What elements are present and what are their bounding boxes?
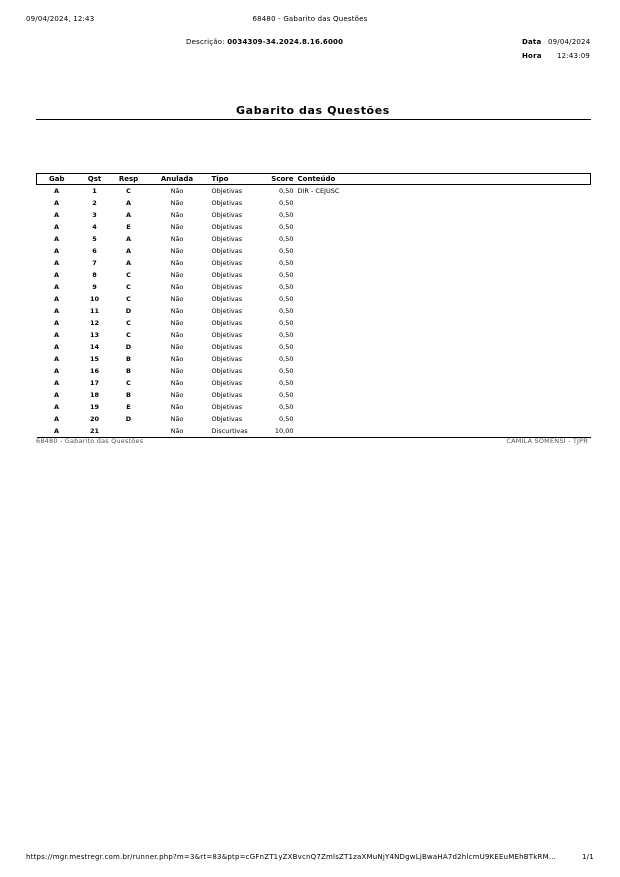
cell-score: 0,50 <box>279 355 294 363</box>
cell-score: 0,50 <box>279 223 294 231</box>
cell-score: 0,50 <box>279 331 294 339</box>
table-row <box>37 365 591 377</box>
table-row <box>37 377 591 389</box>
table-row <box>37 305 591 317</box>
table-header-row <box>37 174 591 185</box>
date-value: 09/04/2024 <box>548 38 591 46</box>
cell-anulada: Não <box>170 259 184 267</box>
cell-tipo: Objetivas <box>211 319 243 327</box>
cell-gab: A <box>53 355 60 363</box>
cell-resp: A <box>125 259 132 267</box>
table-row <box>37 401 591 413</box>
cell-qst: 17 <box>89 379 100 387</box>
cell-tipo: Objetivas <box>211 283 243 291</box>
table-body <box>37 185 591 438</box>
cell-anulada: Não <box>170 211 184 219</box>
cell-qst: 5 <box>92 235 97 243</box>
cell-anulada: Não <box>170 391 184 399</box>
cell-resp: D <box>125 343 132 351</box>
cell-gab: A <box>53 247 60 255</box>
cell-qst: 19 <box>89 403 100 411</box>
cell-anulada: Não <box>170 343 184 351</box>
cell-conteudo <box>294 425 591 438</box>
cell-gab: A <box>53 331 60 339</box>
cell-tipo: Objetivas <box>211 355 243 363</box>
cell-qst: 10 <box>89 295 100 303</box>
cell-tipo: Objetivas <box>211 187 243 195</box>
table-row <box>37 317 591 329</box>
cell-conteudo <box>294 269 591 281</box>
cell-score: 0,50 <box>279 391 294 399</box>
column-header-conteudo: Conteúdo <box>294 174 591 185</box>
cell-conteudo <box>294 257 591 269</box>
cell-tipo: Objetivas <box>211 295 243 303</box>
cell-tipo: Objetivas <box>211 211 243 219</box>
cell-qst: 13 <box>89 331 100 339</box>
cell-score: 0,50 <box>279 187 294 195</box>
cell-score: 0,50 <box>279 199 294 207</box>
table-row <box>37 245 591 257</box>
cell-resp <box>113 425 145 438</box>
cell-qst: 2 <box>92 199 97 207</box>
cell-resp: A <box>125 247 132 255</box>
cell-qst: 15 <box>89 355 100 363</box>
cell-score: 0,50 <box>279 259 294 267</box>
cell-anulada: Não <box>170 307 184 315</box>
cell-resp: C <box>126 295 131 303</box>
cell-resp: C <box>126 379 131 387</box>
cell-resp: B <box>126 391 131 399</box>
table-row <box>37 353 591 365</box>
table-row <box>37 329 591 341</box>
column-header-anulada: Anulada <box>145 174 210 185</box>
cell-qst: 3 <box>92 211 97 219</box>
cell-resp: B <box>126 367 131 375</box>
column-header-gab: Gab <box>37 174 77 185</box>
cell-anulada: Não <box>170 379 184 387</box>
cell-score: 0,50 <box>279 247 294 255</box>
description-value: 0034309-34.2024.8.16.6000 <box>227 38 344 46</box>
cell-conteudo <box>294 317 591 329</box>
cell-anulada: Não <box>170 367 184 375</box>
cell-tipo: Objetivas <box>211 271 243 279</box>
cell-conteudo <box>294 281 591 293</box>
cell-gab: A <box>53 403 60 411</box>
cell-qst: 1 <box>92 187 97 195</box>
cell-resp: D <box>125 307 132 315</box>
cell-score: 0,50 <box>279 367 294 375</box>
cell-resp: C <box>126 271 131 279</box>
cell-qst: 8 <box>92 271 97 279</box>
cell-qst: 16 <box>89 367 100 375</box>
cell-gab: A <box>53 235 60 243</box>
cell-conteudo <box>294 305 591 317</box>
time-value: 12:43:09 <box>557 52 591 60</box>
table-row <box>37 209 591 221</box>
table-row <box>37 197 591 209</box>
cell-anulada: Não <box>170 247 184 255</box>
cell-resp: D <box>125 415 132 423</box>
cell-conteudo <box>294 293 591 305</box>
cell-anulada: Não <box>170 271 184 279</box>
cell-tipo: Objetivas <box>211 331 243 339</box>
cell-qst: 4 <box>92 223 97 231</box>
cell-anulada: Não <box>170 319 184 327</box>
cell-tipo: Objetivas <box>211 403 243 411</box>
cell-conteudo <box>294 365 591 377</box>
cell-anulada: Não <box>145 425 210 438</box>
cell-conteudo <box>294 389 591 401</box>
column-header-tipo: Tipo <box>210 174 262 185</box>
cell-conteudo <box>294 233 591 245</box>
cell-score: 0,50 <box>279 403 294 411</box>
cell-anulada: Não <box>170 283 184 291</box>
cell-score: 10,00 <box>262 425 294 438</box>
date-label: Data <box>522 38 542 46</box>
time-label: Hora <box>522 52 542 60</box>
cell-gab: A <box>53 415 60 423</box>
cell-anulada: Não <box>170 331 184 339</box>
cell-tipo: Objetivas <box>211 307 243 315</box>
page-title: Gabarito das Questões <box>236 104 390 117</box>
table-row <box>37 341 591 353</box>
table-row <box>37 233 591 245</box>
cell-gab: A <box>53 379 60 387</box>
cell-score: 0,50 <box>279 211 294 219</box>
cell-anulada: Não <box>170 403 184 411</box>
cell-qst: 9 <box>92 283 97 291</box>
cell-tipo: Objetivas <box>211 367 243 375</box>
cell-qst: 18 <box>89 391 100 399</box>
cell-conteudo <box>294 377 591 389</box>
report-footer-left: 68480 - Gabarito das Questões <box>36 437 144 445</box>
cell-conteudo <box>294 401 591 413</box>
cell-tipo: Objetivas <box>211 343 243 351</box>
cell-resp: E <box>126 223 131 231</box>
cell-gab: A <box>53 199 60 207</box>
cell-score: 0,50 <box>279 235 294 243</box>
table-row <box>37 293 591 305</box>
table-row <box>37 221 591 233</box>
print-datetime: 09/04/2024, 12:43 <box>26 15 95 23</box>
cell-resp: C <box>126 319 131 327</box>
cell-resp: C <box>126 331 131 339</box>
cell-score: 0,50 <box>279 379 294 387</box>
table-row <box>37 389 591 401</box>
description-label: Descrição: <box>186 38 225 46</box>
cell-anulada: Não <box>170 295 184 303</box>
cell-gab: A <box>53 271 60 279</box>
cell-conteudo: DIR - CEJUSC <box>297 187 340 195</box>
cell-qst: 12 <box>89 319 100 327</box>
table-row <box>37 413 591 425</box>
cell-gab: A <box>53 295 60 303</box>
cell-gab: A <box>53 319 60 327</box>
cell-gab: A <box>53 367 60 375</box>
cell-score: 0,50 <box>279 271 294 279</box>
cell-score: 0,50 <box>279 295 294 303</box>
cell-gab: A <box>53 283 60 291</box>
description <box>186 38 343 46</box>
cell-conteudo <box>294 413 591 425</box>
cell-qst: 14 <box>89 343 100 351</box>
table-row <box>37 425 591 438</box>
cell-qst: 20 <box>89 415 100 423</box>
cell-conteudo <box>294 245 591 257</box>
cell-conteudo <box>294 341 591 353</box>
column-header-qst: Qst <box>77 174 113 185</box>
table-row <box>37 281 591 293</box>
table-row <box>37 257 591 269</box>
cell-gab: A <box>53 187 60 195</box>
cell-qst: 7 <box>92 259 97 267</box>
cell-anulada: Não <box>170 199 184 207</box>
column-header-score: Score <box>262 174 294 185</box>
cell-tipo: Discurtivas <box>210 425 262 438</box>
cell-resp: A <box>125 235 132 243</box>
print-page-number: 1/1 <box>582 853 594 861</box>
cell-anulada: Não <box>170 235 184 243</box>
cell-tipo: Objetivas <box>211 259 243 267</box>
cell-resp: E <box>126 403 131 411</box>
cell-tipo: Objetivas <box>211 379 243 387</box>
cell-resp: C <box>126 187 131 195</box>
table-row <box>37 185 591 198</box>
column-header-resp: Resp <box>113 174 145 185</box>
cell-gab: A <box>53 223 60 231</box>
cell-tipo: Objetivas <box>211 415 243 423</box>
cell-gab: A <box>37 425 77 438</box>
cell-resp: C <box>126 283 131 291</box>
cell-gab: A <box>53 307 60 315</box>
cell-gab: A <box>53 343 60 351</box>
cell-conteudo <box>294 353 591 365</box>
cell-score: 0,50 <box>279 283 294 291</box>
cell-anulada: Não <box>170 355 184 363</box>
table-row <box>37 269 591 281</box>
cell-anulada: Não <box>170 187 184 195</box>
cell-resp: B <box>126 355 131 363</box>
cell-score: 0,50 <box>279 319 294 327</box>
cell-tipo: Objetivas <box>211 199 243 207</box>
cell-gab: A <box>53 259 60 267</box>
print-title: 68480 - Gabarito das Questões <box>252 15 368 23</box>
cell-tipo: Objetivas <box>211 247 243 255</box>
report-footer-right: CAMILA SOMENSI - TJPR <box>506 437 588 445</box>
cell-gab: A <box>53 391 60 399</box>
answer-table <box>36 173 591 438</box>
cell-tipo: Objetivas <box>211 391 243 399</box>
print-url: https://mgr.mestregr.com.br/runner.php?m=3&rt=83&ptp=cGFnZT1yZXBvcnQ7ZmlsZT1zaXMuNjY4NDgwLjBwaHA7d2hlcmU9KEEuMEhBTkRM... <box>26 853 557 861</box>
cell-score: 0,50 <box>279 307 294 315</box>
cell-resp: A <box>125 199 132 207</box>
cell-conteudo <box>294 329 591 341</box>
cell-anulada: Não <box>170 223 184 231</box>
cell-gab: A <box>53 211 60 219</box>
cell-score: 0,50 <box>279 415 294 423</box>
cell-conteudo <box>294 221 591 233</box>
cell-score: 0,50 <box>279 343 294 351</box>
cell-anulada: Não <box>170 415 184 423</box>
cell-conteudo <box>294 197 591 209</box>
cell-resp: A <box>125 211 132 219</box>
cell-conteudo <box>294 209 591 221</box>
title-rule <box>36 119 591 120</box>
cell-qst: 11 <box>89 307 100 315</box>
cell-qst: 21 <box>77 425 113 438</box>
cell-tipo: Objetivas <box>211 235 243 243</box>
cell-tipo: Objetivas <box>211 223 243 231</box>
cell-qst: 6 <box>92 247 97 255</box>
